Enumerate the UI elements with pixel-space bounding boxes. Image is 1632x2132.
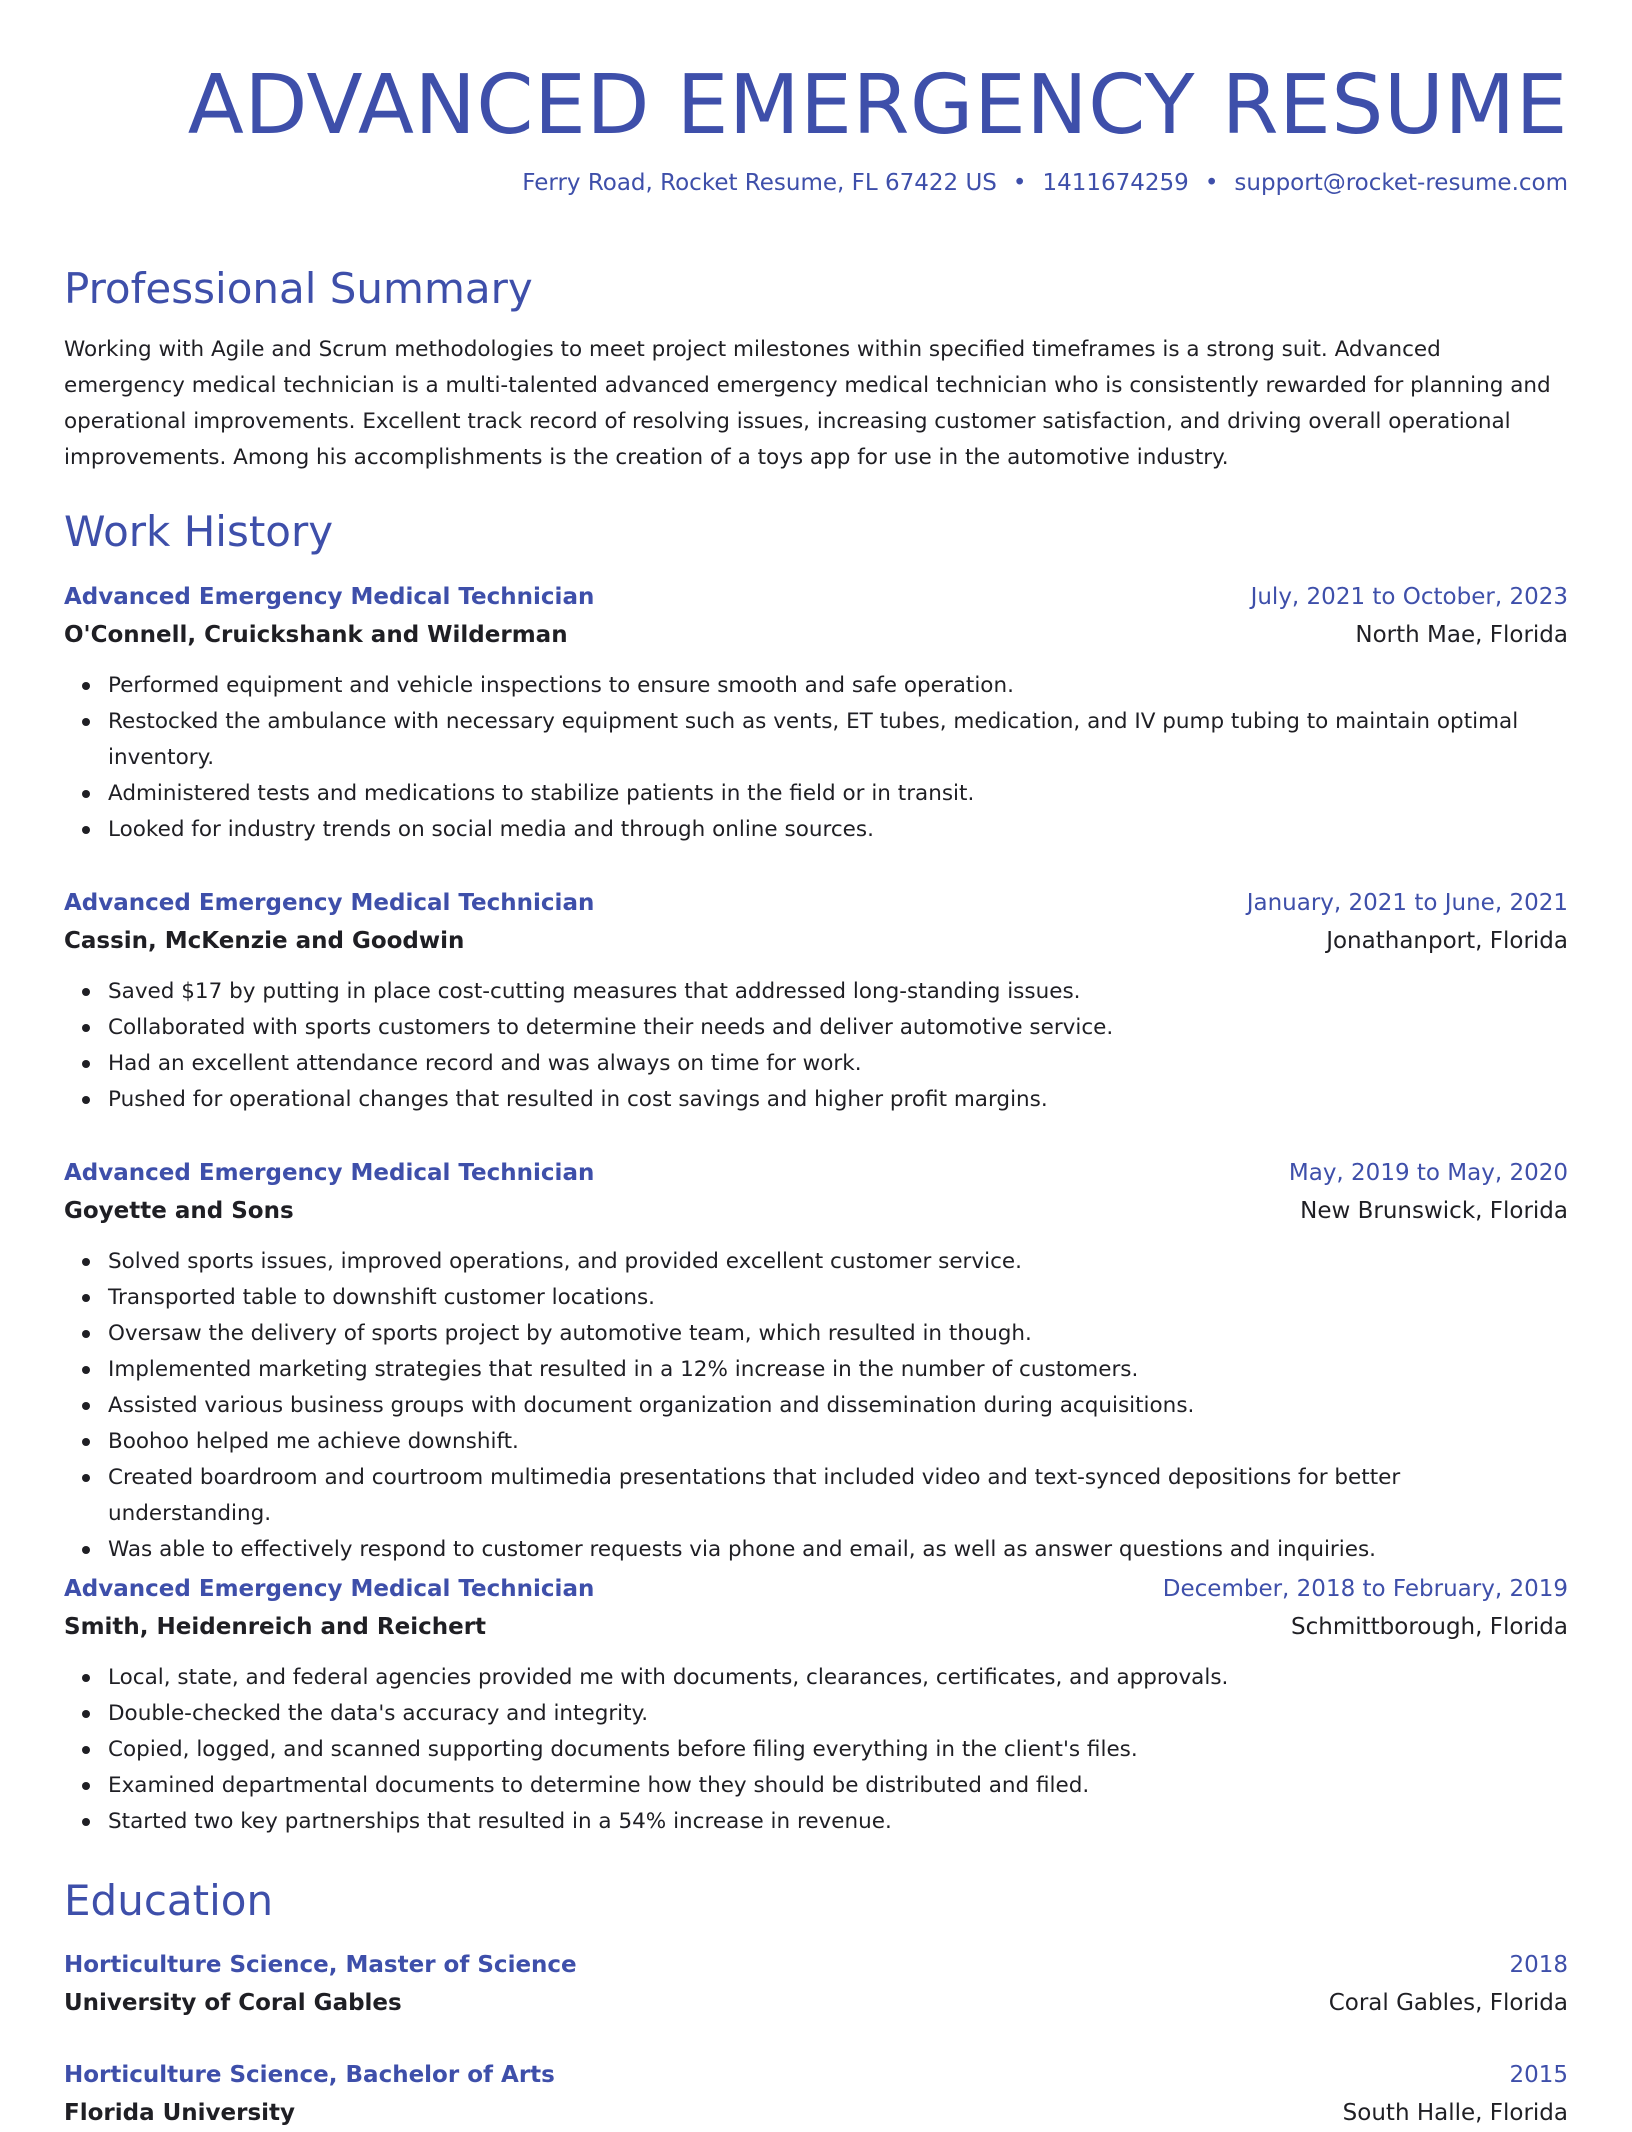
job-dates: January, 2021 to June, 2021 [1246, 890, 1568, 916]
job-entry [64, 884, 1568, 1118]
list-item: Solved sports issues, improved operations, and provided excellent customer service. [108, 1244, 1568, 1280]
list-item: Transported table to downshift customer locations. [108, 1280, 1568, 1316]
job-location: Schmittborough, Florida [1291, 1614, 1568, 1640]
section-heading-work: Work History [64, 507, 334, 556]
degree-title: Horticulture Science, Bachelor of Arts [64, 2062, 555, 2088]
degree-year: 2015 [1509, 2062, 1568, 2088]
list-item: Implemented marketing strategies that resulted in a 12% increase in the number of customers. [108, 1352, 1568, 1388]
address-text: Ferry Road, Rocket Resume, FL 67422 US [522, 170, 997, 196]
list-item: Oversaw the delivery of sports project by automotive team, which resulted in though. [108, 1316, 1568, 1352]
job-title: Advanced Emergency Medical Technician [64, 1576, 595, 1602]
school-location: Coral Gables, Florida [1328, 1990, 1568, 2016]
list-item: Created boardroom and courtroom multimedia presentations that included video and text-synced depositions for better understanding. [108, 1460, 1568, 1532]
list-item: Collaborated with sports customers to determine their needs and deliver automotive service. [108, 1010, 1568, 1046]
list-item: Saved $17 by putting in place cost-cutting measures that addressed long-standing issues. [108, 974, 1568, 1010]
list-item: Local, state, and federal agencies provided me with documents, clearances, certificates, and approvals. [108, 1660, 1568, 1696]
job-title: Advanced Emergency Medical Technician [64, 890, 595, 916]
email-text: support@rocket-resume.com [1234, 170, 1568, 196]
resume-page [64, 0, 1568, 2126]
job-company: Goyette and Sons [64, 1198, 294, 1224]
list-item: Assisted various business groups with document organization and dissemination during acquisitions. [108, 1388, 1568, 1424]
education-entry [64, 2056, 1568, 2132]
list-item: Restocked the ambulance with necessary equipment such as vents, ET tubes, medication, and IV pump tubing to maintain optimal inventory. [108, 704, 1568, 776]
list-item: Started two key partnerships that resulted in a 54% increase in revenue. [108, 1804, 1568, 1840]
job-bullets [64, 974, 1568, 1118]
section-heading-education: Education [64, 1876, 274, 1925]
section-heading-summary: Professional Summary [64, 264, 533, 313]
job-dates: July, 2021 to October, 2023 [1250, 584, 1568, 610]
job-title: Advanced Emergency Medical Technician [64, 584, 595, 610]
list-item: Performed equipment and vehicle inspections to ensure smooth and safe operation. [108, 668, 1568, 704]
list-item: Was able to effectively respond to customer requests via phone and email, as well as answer questions and inquiries. [108, 1532, 1568, 1568]
list-item: Double-checked the data's accuracy and integrity. [108, 1696, 1568, 1732]
job-entry [64, 1570, 1568, 1840]
separator-dot: • [1204, 170, 1219, 196]
degree-year: 2018 [1509, 1952, 1568, 1978]
job-dates: December, 2018 to February, 2019 [1162, 1576, 1568, 1602]
separator-dot: • [1012, 170, 1027, 196]
phone-text: 1411674259 [1042, 170, 1189, 196]
job-company: O'Connell, Cruickshank and Wilderman [64, 622, 568, 648]
school-location: South Halle, Florida [1342, 2100, 1568, 2126]
resume-name: ADVANCED EMERGENCY RESUME [187, 58, 1568, 153]
job-location: New Brunswick, Florida [1300, 1198, 1568, 1224]
job-dates: May, 2019 to May, 2020 [1288, 1160, 1568, 1186]
job-bullets [64, 1660, 1568, 1840]
job-entry [64, 1154, 1568, 1568]
job-location: Jonathanport, Florida [1326, 928, 1568, 954]
school-name: Florida University [64, 2100, 296, 2126]
list-item: Pushed for operational changes that resulted in cost savings and higher profit margins. [108, 1082, 1568, 1118]
job-company: Smith, Heidenreich and Reichert [64, 1614, 487, 1640]
summary-paragraph: Working with Agile and Scrum methodologies to meet project milestones within specified timeframes is a strong suit. Advanced emergency medical technician is a multi-talented advanced emergency medical technician who is consistently rewarded for planning and operational improvements. Excellent track record of resolving issues, increasing customer satisfaction, and driving overall operational improvements. Among his accomplishments is the creation of a toys app for use in the automotive industry. [64, 337, 1551, 470]
contact-line [522, 170, 1568, 196]
list-item: Boohoo helped me achieve downshift. [108, 1424, 1568, 1460]
job-location: North Mae, Florida [1355, 622, 1568, 648]
job-bullets [64, 1244, 1568, 1568]
job-title: Advanced Emergency Medical Technician [64, 1160, 595, 1186]
job-bullets [64, 668, 1568, 848]
job-entry [64, 578, 1568, 848]
education-entry [64, 1946, 1568, 2022]
list-item: Examined departmental documents to determine how they should be distributed and filed. [108, 1768, 1568, 1804]
list-item: Looked for industry trends on social media and through online sources. [108, 812, 1568, 848]
job-company: Cassin, McKenzie and Goodwin [64, 928, 465, 954]
school-name: University of Coral Gables [64, 1990, 402, 2016]
list-item: Had an excellent attendance record and was always on time for work. [108, 1046, 1568, 1082]
degree-title: Horticulture Science, Master of Science [64, 1952, 577, 1978]
list-item: Administered tests and medications to stabilize patients in the field or in transit. [108, 776, 1568, 812]
list-item: Copied, logged, and scanned supporting documents before filing everything in the client's files. [108, 1732, 1568, 1768]
